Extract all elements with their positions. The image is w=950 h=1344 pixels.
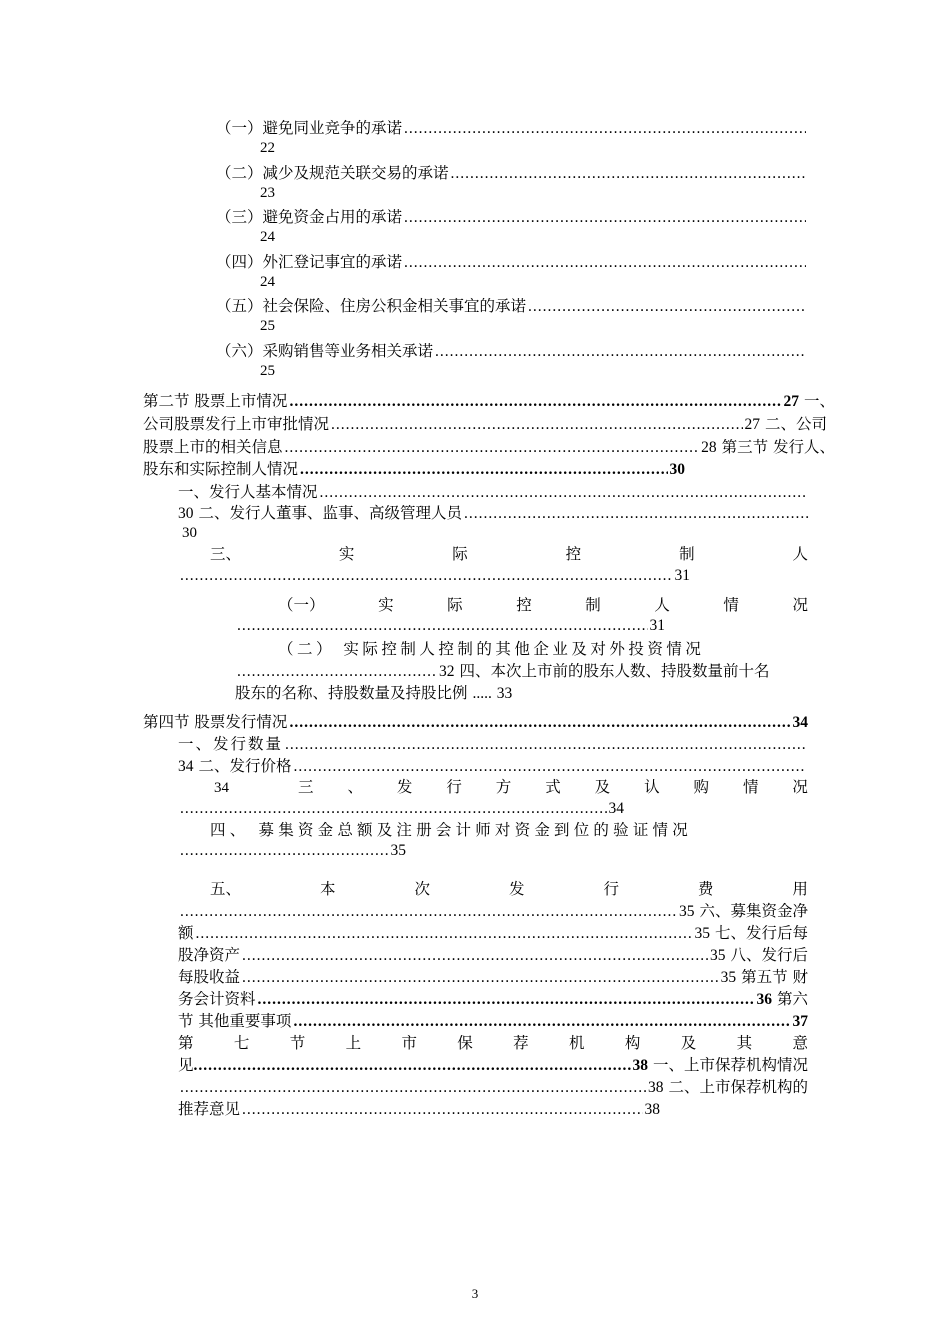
leader-dots [404, 208, 806, 228]
toc-char: 购 [693, 778, 710, 796]
toc-char: 情 [742, 778, 759, 796]
toc-label: （二）减少及规范关联交易的承诺 [216, 164, 449, 182]
toc-char: 人 [654, 596, 670, 614]
toc-char: 控 [516, 596, 532, 614]
toc-char: 五、 [210, 880, 242, 898]
toc-label: 股净资产 [178, 946, 241, 964]
toc-page: 22 [260, 140, 275, 156]
toc-char: 实 [378, 596, 394, 614]
toc-char: 机 [569, 1034, 585, 1052]
toc-char: （一） [278, 596, 325, 614]
toc-page: 35 [390, 842, 406, 859]
toc-label: 一、发行数量 [178, 735, 284, 753]
toc-entry[interactable] [178, 503, 812, 524]
toc-entry[interactable] [178, 734, 808, 755]
toc-page: 36 [756, 991, 773, 1008]
toc-entry[interactable] [216, 296, 808, 317]
toc-label: 二、发行人董事、监事、高级管理人员 [198, 504, 462, 522]
toc-entry[interactable] [178, 1099, 660, 1120]
toc-entry[interactable] [216, 163, 808, 184]
toc-entry[interactable] [178, 967, 808, 988]
toc-char: 制 [585, 596, 601, 614]
leader-dots [242, 968, 719, 988]
toc-char: 意 [792, 1034, 808, 1052]
toc-char: 际 [447, 596, 463, 614]
toc-page: 34 [608, 800, 624, 817]
toc-page: 35 [694, 925, 711, 942]
toc-entry[interactable] [178, 945, 808, 966]
toc-page: 30 [178, 505, 194, 522]
toc-page: 34 [792, 714, 808, 731]
toc-justified-line [298, 777, 808, 797]
leader-dots [404, 253, 806, 273]
toc-entry[interactable] [178, 841, 406, 861]
toc-label: （六）采购销售等业务相关承诺 [216, 342, 434, 360]
toc-label: 七、发行后每 [714, 924, 808, 942]
page-number: 3 [471, 1286, 479, 1301]
toc-page: 35 [679, 903, 695, 920]
leader-dots [331, 415, 743, 435]
leader-dots [293, 757, 806, 777]
toc-char: 七 [233, 1034, 250, 1052]
toc-label: 第五节 财 [741, 968, 808, 986]
toc-page: 31 [649, 617, 665, 634]
leader-dots [180, 799, 607, 819]
toc-char: 第 [178, 1034, 194, 1052]
toc-char: 行 [603, 880, 619, 898]
toc-char: 荐 [513, 1034, 529, 1052]
toc-char: 况 [792, 778, 808, 796]
toc-char: 控 [565, 545, 582, 563]
leader-dots [180, 566, 673, 586]
toc-char: 本 [319, 880, 336, 898]
toc-justified-line [210, 544, 808, 564]
leader-dots [237, 662, 437, 682]
toc-entry[interactable] [178, 799, 624, 819]
leader-dots [464, 504, 810, 524]
toc-label: 二、发行价格 [198, 757, 292, 775]
toc-char: 发 [396, 778, 413, 796]
toc-char: 式 [545, 778, 561, 796]
toc-label: 四、本次上市前的股东人数、持股数量前十名 [459, 662, 770, 680]
toc-page: 30 [182, 525, 197, 541]
toc-entry[interactable] [143, 391, 835, 412]
toc-char: 及 [594, 778, 611, 796]
toc-label: 二、公司 [764, 415, 827, 433]
toc-char: 三、 [210, 545, 242, 563]
leader-dots [285, 735, 806, 755]
toc-entry[interactable] [178, 756, 808, 777]
toc-char: 行 [446, 778, 462, 796]
toc-entry[interactable] [216, 118, 808, 139]
toc-char: 际 [452, 545, 468, 563]
toc-char: 人 [792, 545, 808, 563]
toc-justified-line [210, 879, 808, 899]
toc-label: 第三节 发行人、 [721, 438, 835, 456]
toc-label: 额 [178, 924, 194, 942]
leader-dots [237, 616, 648, 636]
toc-label: 节 其他重要事项 [178, 1012, 292, 1030]
toc-label: （四）外汇登记事宜的承诺 [216, 253, 403, 271]
toc-page: 28 [701, 439, 717, 456]
toc-char: 制 [679, 545, 695, 563]
toc-char: 费 [697, 880, 714, 898]
toc-label: （五）社会保险、住房公积金相关事宜的承诺 [216, 297, 527, 315]
toc-label: 八、发行后 [730, 946, 808, 964]
toc-entry[interactable]: 股东的名称、持股数量及持股比例 ..... 33 [235, 684, 513, 702]
leader-dots [242, 1100, 642, 1120]
leader-dots [196, 924, 693, 944]
toc-char: 次 [414, 880, 430, 898]
toc-label: 四、 募集资金总额及注册会计师对资金到位的验证情况 [210, 821, 692, 839]
toc-label: 股东的名称、持股数量及持股比例 [235, 684, 468, 702]
leader-dots [320, 483, 806, 503]
toc-label: 二、上市保荐机构的 [668, 1078, 808, 1096]
toc-label: 股票上市的相关信息 [143, 438, 283, 456]
toc-char: 及 [680, 1034, 697, 1052]
leader-dots [293, 1012, 790, 1032]
toc-entry[interactable] [178, 901, 808, 922]
toc-entry[interactable] [178, 989, 808, 1010]
toc-page: 33 [496, 685, 513, 702]
toc-label: 第六 [776, 990, 808, 1008]
toc-char: 况 [792, 596, 808, 614]
toc-entry[interactable] [235, 616, 665, 636]
toc-char: 保 [457, 1034, 473, 1052]
toc-char: 、 [347, 778, 363, 796]
toc-char: 实 [338, 545, 355, 563]
toc-label: 一、上市保荐机构情况 [652, 1056, 808, 1074]
toc-entry[interactable] [178, 923, 808, 944]
leader-dots [435, 342, 806, 362]
leader-dots [180, 1078, 646, 1098]
toc-label: 推荐意见 [178, 1100, 241, 1118]
toc-label: 务会计资料 [178, 990, 256, 1008]
toc-page: 30 [669, 461, 685, 478]
toc-label: 见 [178, 1056, 194, 1074]
toc-entry[interactable] [216, 207, 808, 228]
leader-dots [180, 902, 677, 922]
leader-dots [242, 946, 708, 966]
toc-justified-line [178, 1033, 808, 1053]
toc-page: 27 [744, 416, 761, 433]
toc-label: 每股收益 [178, 968, 241, 986]
leader-dots [258, 990, 755, 1010]
toc-page: 37 [792, 1013, 808, 1030]
toc-label: 第四节 股票发行情况 [143, 713, 288, 731]
toc-char: 发 [508, 880, 525, 898]
toc-char: 上 [345, 1034, 362, 1052]
toc-label: （二） 实际控制人控制的其他企业及对外投资情况 [278, 640, 705, 658]
toc-page: 32 [439, 663, 455, 680]
leader-dots [289, 713, 790, 733]
toc-page: 38 [632, 1057, 649, 1074]
toc-char: 节 [289, 1034, 306, 1052]
toc-entry[interactable] [235, 661, 808, 682]
toc-char: 认 [644, 778, 660, 796]
toc-char: 市 [401, 1034, 417, 1052]
toc-entry[interactable] [178, 566, 690, 586]
toc-char: 三 [298, 778, 314, 796]
toc-char: 构 [624, 1034, 641, 1052]
toc-label: 六、募集资金净 [699, 902, 808, 920]
toc-page: 35 [710, 947, 726, 964]
toc-page: 25 [260, 318, 275, 334]
toc-label: 第二节 股票上市情况 [143, 392, 288, 410]
toc-char: 方 [495, 778, 512, 796]
toc-entry[interactable] [178, 1011, 808, 1032]
toc-entry[interactable] [178, 1077, 808, 1098]
toc-page: 24 [260, 229, 275, 245]
leader-dots [194, 1056, 631, 1076]
leader-dots [289, 392, 781, 412]
toc-label: 公司股票发行上市审批情况 [143, 415, 330, 433]
toc-page: 38 [648, 1079, 664, 1096]
leader-dots [180, 841, 389, 861]
toc-entry[interactable] [143, 459, 685, 480]
toc-entry[interactable] [178, 482, 808, 503]
toc-page: 25 [260, 363, 275, 379]
toc-label: （三）避免资金占用的承诺 [216, 208, 403, 226]
toc-page: 38 [644, 1101, 660, 1118]
toc-page: 24 [260, 274, 275, 290]
toc-label: 股东和实际控制人情况 [143, 460, 299, 478]
toc-char: 用 [792, 880, 808, 898]
leader-dots [285, 438, 700, 458]
toc-entry[interactable] [143, 712, 808, 733]
toc-char: 其 [736, 1034, 753, 1052]
toc-page: 31 [674, 567, 690, 584]
toc-page: 23 [260, 185, 275, 201]
leader-dots [528, 297, 806, 317]
leader-dots [404, 119, 806, 139]
toc-label: 一、发行人基本情况 [178, 483, 318, 501]
toc-entry[interactable] [216, 341, 808, 362]
toc-entry[interactable] [143, 437, 835, 458]
toc-page: 27 [783, 393, 800, 410]
leader-dots [300, 460, 667, 480]
toc-entry[interactable] [178, 1055, 808, 1076]
toc-page: 34 [214, 780, 229, 796]
toc-label: 一、 [803, 392, 835, 410]
toc-justified-line [278, 595, 808, 615]
toc-entry[interactable] [143, 414, 827, 435]
toc-char: 情 [723, 596, 739, 614]
toc-entry[interactable] [216, 252, 808, 273]
toc-label: （一）避免同业竞争的承诺 [216, 119, 403, 137]
leader-dots [451, 164, 806, 184]
toc-page: 35 [720, 969, 737, 986]
toc-page: 34 [178, 758, 194, 775]
